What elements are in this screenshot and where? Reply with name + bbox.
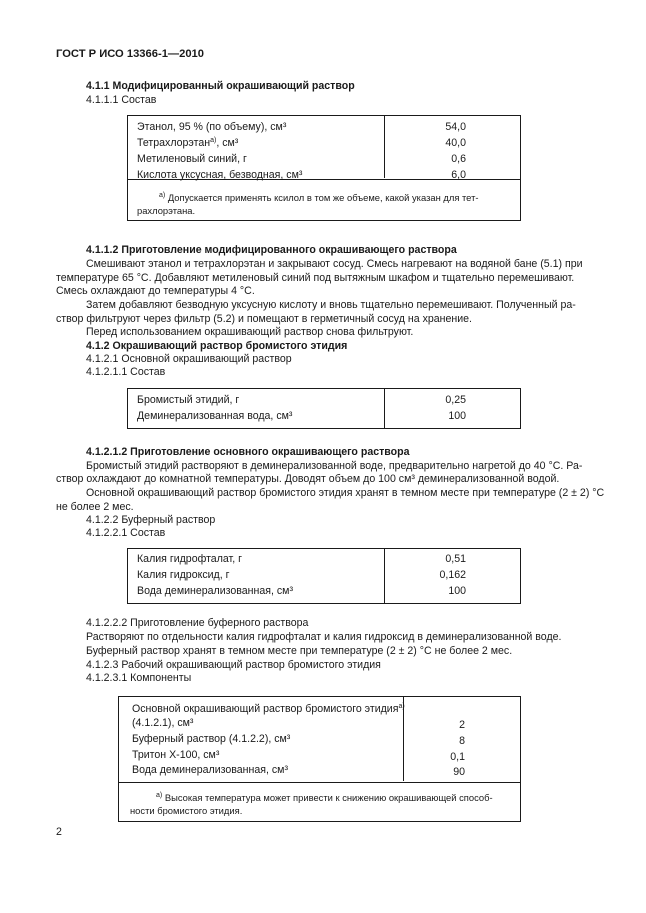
table-cell-label: Калия гидроксид, г	[137, 569, 230, 581]
subsection-4-1-2-2-2: 4.1.2.2.2 Приготовление буферного раствора	[86, 617, 309, 629]
paragraph-line: Растворяют по отдельности калия гидрофталат и калия гидроксид в деминерализованной воде.	[86, 631, 562, 643]
table-cell-label: Калия гидрофталат, г	[137, 553, 242, 565]
table-cell-label: Вода деминерализованная, см³	[132, 764, 288, 776]
table-cell-value: 0,51	[445, 553, 466, 565]
paragraph-line: створ фильтруют через фильтр (5.2) и помещают в герметичный сосуд на хранение.	[56, 313, 472, 325]
subsection-4-1-2-3: 4.1.2.3 Рабочий окрашивающий раствор бромистого этидия	[86, 659, 381, 671]
table-cell-label: Вода деминерализованная, см³	[137, 585, 293, 597]
table-cell-value: 100	[448, 585, 466, 597]
table-cell-value: 0,6	[451, 153, 466, 165]
paragraph-line: Смешивают этанол и тетрахлорэтан и закрывают сосуд. Смесь нагревают на водяной бане (5.1) при	[86, 258, 583, 270]
document-id: ГОСТ Р ИСО 13366-1—2010	[56, 48, 204, 60]
paragraph-line: створ охлаждают до комнатной температуры. Доводят объем до 100 см³ деминерализованной водой.	[56, 473, 560, 485]
paragraph-line: не более 2 мес.	[56, 501, 134, 513]
paragraph-line: Затем добавляют безводную уксусную кислоту и вновь тщательно перемешивают. Полученный ра-	[86, 299, 576, 311]
paragraph-line: Бромистый этидий растворяют в деминерализованной воде, предварительно нагретой до 40 °С. Ра-	[86, 460, 583, 472]
paragraph-line: Основной окрашивающий раствор бромистого этидия хранят в темном месте при температуре (2 ± 2) °С	[86, 487, 605, 499]
table-cell-value: 6,0	[451, 169, 466, 181]
subsection-4-1-2-2: 4.1.2.2 Буферный раствор	[86, 514, 216, 526]
paragraph-line: температуре 65 °С. Добавляют метиленовый синий под вытяжным шкафом и тщательно перемешивают.	[56, 272, 575, 284]
table-cell-value: 0,25	[445, 394, 466, 406]
table-cell-label: Деминерализованная вода, см³	[137, 410, 293, 422]
table-cell-label: Метиленовый синий, г	[137, 153, 247, 165]
section-heading-4-1-2: 4.1.2 Окрашивающий раствор бромистого этидия	[86, 340, 348, 352]
table-cell-value: 100	[448, 410, 466, 422]
paragraph-line: Буферный раствор хранят в темном месте при температуре (2 ± 2) °С не более 2 мес.	[86, 645, 513, 657]
table-cell-label: Бромистый этидий, г	[137, 394, 240, 406]
table-cell-value: 40,0	[445, 137, 466, 149]
table-footnote: $^{а)}$ Высокая температура может привести к снижению окрашивающей способ- ности бромистого этидия.	[130, 792, 493, 816]
table-cell-value: 54,0	[445, 121, 466, 133]
table-cell-value: 0,1	[450, 751, 465, 763]
paragraph-line: Перед использованием окрашивающий раствор снова фильтруют.	[86, 326, 414, 338]
composition-table-4-1-2-2-1	[127, 548, 521, 604]
table-cell-label: Кислота уксусная, безводная, см³	[137, 169, 303, 181]
subsection-4-1-1-1: 4.1.1.1 Состав	[86, 94, 157, 106]
table-cell-value: 8	[459, 735, 465, 747]
page-number: 2	[56, 826, 62, 838]
composition-table-4-1-2-1-1	[127, 388, 521, 429]
section-heading-4-1-1: 4.1.1 Модифицированный окрашивающий раствор	[86, 80, 355, 92]
table-cell-label: (4.1.2.1), см³	[132, 717, 194, 729]
section-heading-4-1-1-2: 4.1.1.2 Приготовление модифицированного окрашивающего раствора	[86, 244, 457, 256]
table-cell-label: Основной окрашивающий раствор бромистого этидия$^{а)}$	[132, 703, 405, 715]
table-cell-label: Этанол, 95 % (по объему), см³	[137, 121, 287, 133]
table-footnote: $^{а)}$ Допускается применять ксилол в том же объеме, какой указан для тет- рахлорэтана.	[137, 192, 479, 216]
table-cell-value: 90	[453, 766, 465, 778]
composition-table-4-1-1-1	[127, 115, 521, 221]
subsection-4-1-2-1: 4.1.2.1 Основной окрашивающий раствор	[86, 353, 292, 365]
section-heading-4-1-2-1-2: 4.1.2.1.2 Приготовление основного окрашивающего раствора	[86, 446, 410, 458]
subsection-4-1-2-2-1: 4.1.2.2.1 Состав	[86, 527, 166, 539]
table-cell-value: 2	[459, 719, 465, 731]
paragraph-line: Смесь охлаждают до температуры 4 °С.	[56, 285, 255, 297]
table-cell-label: Тритон Х-100, см³	[132, 749, 220, 761]
table-cell-label: Буферный раствор (4.1.2.2), см³	[132, 733, 291, 745]
subsection-4-1-2-1-1: 4.1.2.1.1 Состав	[86, 366, 166, 378]
table-cell-value: 0,162	[439, 569, 466, 581]
components-table-4-1-2-3-1	[118, 696, 521, 822]
table-cell-label: Тетрахлорэтан$^{а)}$, см³	[137, 137, 239, 149]
subsection-4-1-2-3-1: 4.1.2.3.1 Компоненты	[86, 672, 192, 684]
